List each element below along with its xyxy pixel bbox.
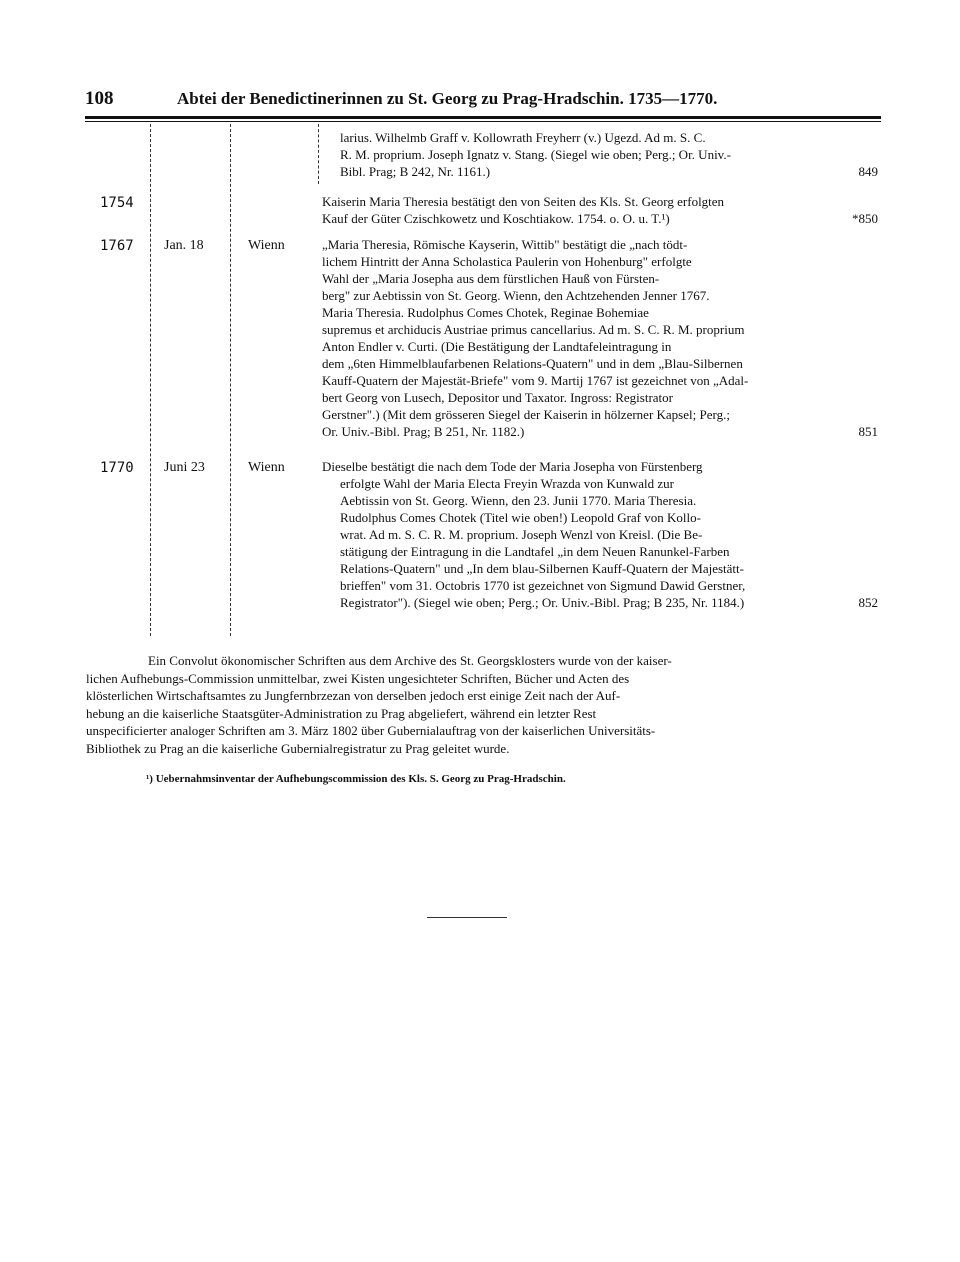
entry-year: 1770 — [100, 460, 134, 476]
column-divider-place — [318, 124, 319, 184]
header-rule — [85, 116, 881, 119]
entry-line: Wahl der „Maria Josepha aus dem fürstlichen Hauß von Fürsten- — [322, 271, 660, 286]
entry-date: Jan. 18 — [164, 238, 204, 253]
entry-place: Wienn — [248, 460, 285, 475]
entry-text — [322, 458, 878, 611]
entry-line — [322, 423, 878, 440]
entry-line: „Maria Theresia, Römische Kayserin, Wittib" bestätigt die „nach tödt- — [322, 237, 688, 252]
column-divider-date — [230, 124, 231, 636]
entry-line — [322, 594, 878, 611]
entry-line: Aebtissin von St. Georg. Wienn, den 23. Junii 1770. Maria Theresia. — [340, 493, 697, 508]
entry-number: 852 — [858, 595, 878, 610]
entry-line: Relations-Quatern" und „In dem blau-Silbernen Kauff-Quatern der Majestätt- — [340, 561, 744, 576]
entry-year: 1767 — [100, 238, 134, 254]
column-divider-year — [150, 124, 151, 636]
paragraph-line: Bibliothek zu Prag an die kaiserliche Gubernialregistratur zu Prag geleitet wurde. — [86, 740, 510, 756]
entry-line: Kauff-Quatern der Majestät-Briefe" vom 9. Martij 1767 ist gezeichnet von „Adal- — [322, 373, 749, 388]
entry-line: stätigung der Eintragung in die Landtafel „in dem Neuen Ranunkel-Farben — [340, 544, 730, 559]
header-rule-thin — [85, 121, 881, 122]
entry-line-text: Registrator"). (Siegel wie oben; Perg.; Or. Univ.-Bibl. Prag; B 235, Nr. 1184.) — [340, 595, 745, 610]
entry-line: Kaiserin Maria Theresia bestätigt den von Seiten des Kls. St. Georg erfolgten — [322, 194, 725, 209]
paragraph-line: Ein Convolut ökonomischer Schriften aus dem Archive des St. Georgsklosters wurde von der kaiser- — [148, 653, 672, 668]
entry-line: Rudolphus Comes Chotek (Titel wie oben!) Leopold Graf von Kollo- — [340, 510, 701, 525]
closing-paragraph — [86, 652, 880, 757]
entry-line-text: Bibl. Prag; B 242, Nr. 1161.) — [340, 164, 491, 179]
entry-line: Maria Theresia. Rudolphus Comes Chotek, Reginae Bohemiae — [322, 305, 649, 320]
paragraph-line: lichen Aufhebungs-Commission unmittelbar, zwei Kisten ungesichteter Schriften, Bücher und Acten des — [86, 670, 630, 686]
entry-line: wrat. Ad m. S. C. R. M. proprium. Joseph Wenzl von Kreisl. (Die Be- — [340, 527, 703, 542]
entry-line-text: Or. Univ.-Bibl. Prag; B 251, Nr. 1182.) — [322, 424, 525, 439]
paragraph-line: hebung an die kaiserliche Staatsgüter-Administration zu Prag abgeliefert, während ein letzter Rest — [86, 705, 597, 721]
entry-place: Wienn — [248, 238, 285, 253]
entry-line: Anton Endler v. Curti. (Die Bestätigung der Landtafeleintragung in — [322, 339, 672, 354]
entry-line: Gerstner".) (Mit dem grösseren Siegel der Kaiserin in hölzerner Kapsel; Perg.; — [322, 407, 730, 422]
entry-line: bert Georg von Lusech, Depositor und Taxator. Ingross: Registrator — [322, 390, 673, 405]
entry-line: berg" zur Aebtissin von St. Georg. Wienn, den Achtzehenden Jenner 1767. — [322, 288, 710, 303]
entry-date: Juni 23 — [164, 460, 205, 475]
entry-line — [340, 163, 878, 180]
entry-number: 849 — [858, 164, 878, 179]
entry-line: larius. Wilhelmb Graff v. Kollowrath Freyherr (v.) Ugezd. Ad m. S. C. — [340, 130, 706, 145]
entry-number: *850 — [852, 211, 878, 226]
entry-number: 851 — [858, 424, 878, 439]
entry-line: R. M. proprium. Joseph Ignatz v. Stang. (Siegel wie oben; Perg.; Or. Univ.- — [340, 147, 731, 162]
entry-line: supremus et archiducis Austriae primus cancellarius. Ad m. S. C. R. M. proprium — [322, 322, 745, 337]
page-number: 108 — [85, 88, 114, 109]
running-title: Abtei der Benedictinerinnen zu St. Georg zu Prag-Hradschin. 1735—1770. — [177, 89, 718, 108]
end-rule — [427, 917, 507, 918]
page-header — [85, 88, 881, 110]
entry-line: Dieselbe bestätigt die nach dem Tode der Maria Josepha von Fürstenberg — [322, 459, 703, 474]
paragraph-line: klösterlichen Wirtschaftsamtes zu Jungfernbrzezan von derselben jedoch erst einige Zeit nach der Auf- — [86, 688, 621, 703]
entry-line: dem „6ten Himmelblaufarbenen Relations-Quatern" und in dem „Blau-Silbernen — [322, 356, 743, 371]
entry-line: brieffen" vom 31. Octobris 1770 ist gezeichnet von Sigmund Dawid Gerstner, — [340, 578, 746, 593]
entry-line: lichem Hintritt der Anna Scholastica Paulerin von Hohenburg" erfolgte — [322, 254, 692, 269]
entry-text — [322, 236, 878, 440]
entry-year: 1754 — [100, 195, 134, 211]
footnote: ¹) Uebernahmsinventar der Aufhebungscommission des Kls. S. Georg zu Prag-Hradschin. — [146, 773, 566, 785]
entry-text — [322, 193, 878, 227]
paragraph-line: unspecificierter analoger Schriften am 3. März 1802 über Gubernialauftrag von der kaiserlichen Universitäts- — [86, 723, 656, 738]
entry-line — [322, 210, 878, 227]
entry-text — [340, 129, 878, 180]
entry-line-text: Kauf der Güter Czischkowetz und Koschtiakow. 1754. o. O. u. T.¹) — [322, 211, 670, 226]
entry-line: erfolgte Wahl der Maria Electa Freyin Wrazda von Kunwald zur — [340, 476, 675, 491]
